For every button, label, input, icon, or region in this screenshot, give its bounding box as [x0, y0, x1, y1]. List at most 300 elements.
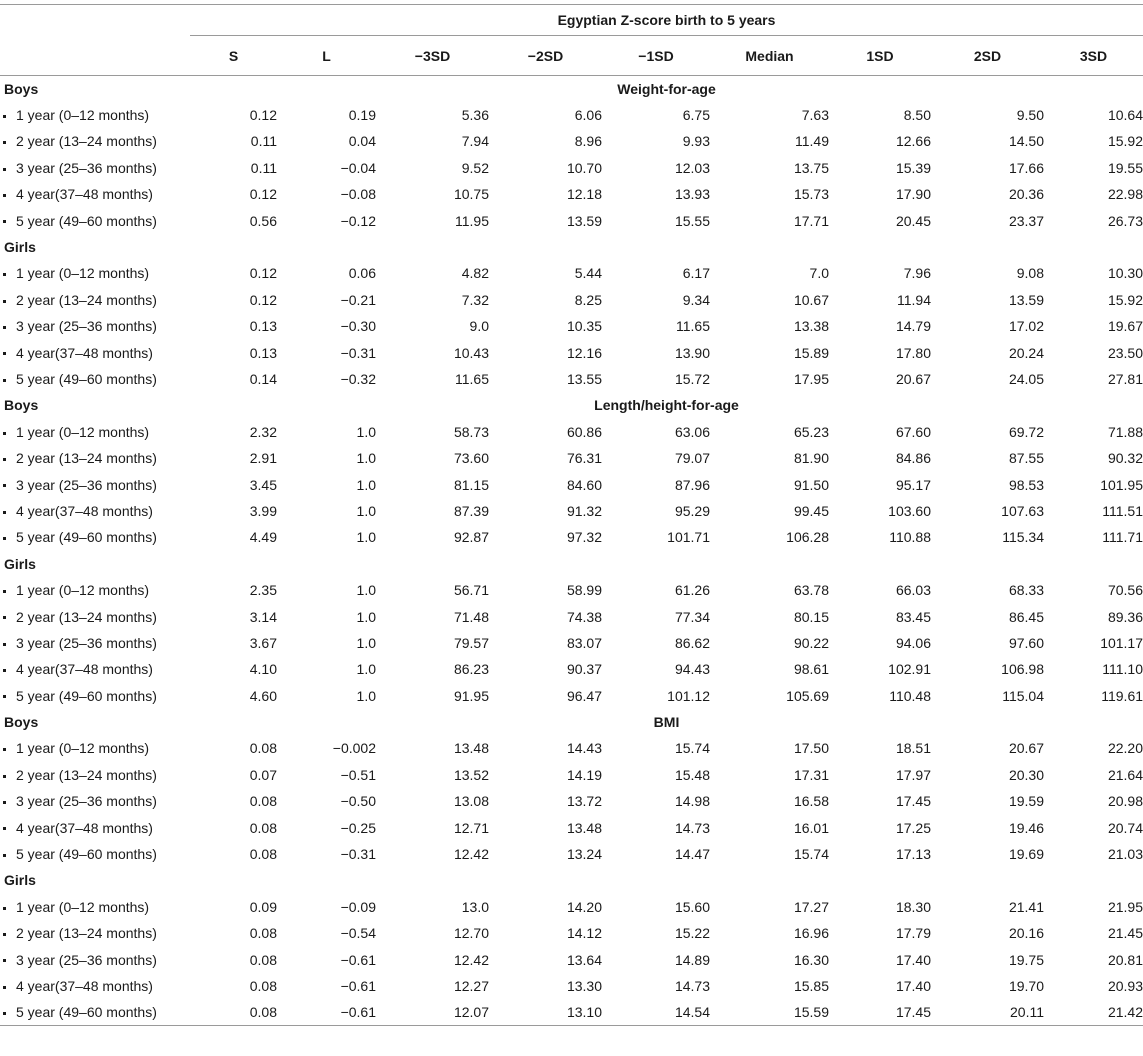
value-cell: −0.09 — [340, 898, 376, 915]
value-cell: 7.0 — [809, 265, 829, 282]
value-cell: 76.31 — [566, 450, 602, 467]
table-row — [0, 207, 1143, 233]
row-label: 2 year (13–24 months) — [16, 291, 157, 308]
value-cell: 14.43 — [566, 740, 602, 757]
value-cell: 11.65 — [676, 318, 710, 335]
value-cell: 90.32 — [1107, 450, 1143, 467]
value-cell: 5.36 — [461, 107, 489, 124]
table-row — [0, 735, 1143, 761]
value-cell: 15.92 — [1107, 133, 1143, 150]
value-cell: 105.69 — [786, 687, 829, 704]
value-cell: 86.45 — [1008, 608, 1044, 625]
column-header: 3SD — [1044, 36, 1143, 76]
value-cell: 17.40 — [895, 977, 931, 994]
group-row — [0, 234, 1143, 260]
bullet-icon — [3, 379, 6, 382]
value-cell: 2.91 — [249, 450, 277, 467]
value-cell: 15.89 — [793, 344, 829, 361]
value-cell: 111.51 — [1102, 502, 1143, 519]
row-label: 5 year (49–60 months) — [16, 1004, 157, 1021]
value-cell: 23.50 — [1107, 344, 1143, 361]
value-cell: 14.19 — [566, 766, 602, 783]
row-label: 3 year (25–36 months) — [16, 318, 157, 335]
value-cell: 83.07 — [566, 634, 602, 651]
column-header: S — [190, 36, 277, 76]
value-cell: 12.42 — [453, 846, 489, 863]
value-cell: 90.37 — [566, 661, 602, 678]
value-cell: 96.47 — [566, 687, 602, 704]
table-row — [0, 762, 1143, 788]
row-label-cell — [0, 445, 190, 471]
value-cell: 90.22 — [793, 634, 829, 651]
bullet-icon — [3, 854, 6, 857]
value-cell: 0.12 — [249, 107, 277, 124]
value-cell: 12.18 — [566, 186, 602, 203]
value-cell: 1.0 — [356, 634, 376, 651]
row-label-cell — [0, 946, 190, 972]
value-cell: 15.39 — [895, 159, 931, 176]
value-cell: 17.79 — [895, 925, 931, 942]
value-cell: 12.66 — [895, 133, 931, 150]
value-cell: 91.50 — [793, 476, 829, 493]
value-cell: 15.60 — [674, 898, 710, 915]
value-cell: 84.60 — [566, 476, 602, 493]
value-cell: 91.32 — [566, 502, 602, 519]
value-cell: 11.94 — [897, 291, 931, 308]
value-cell: 15.48 — [674, 766, 710, 783]
row-label: 3 year (25–36 months) — [16, 634, 157, 651]
table-row — [0, 155, 1143, 181]
value-cell: 56.71 — [453, 582, 489, 599]
row-label: 5 year (49–60 months) — [16, 846, 157, 863]
value-cell: 71.88 — [1107, 423, 1143, 440]
value-cell: 87.55 — [1008, 450, 1044, 467]
value-cell: 97.60 — [1008, 634, 1044, 651]
value-cell: 68.33 — [1008, 582, 1044, 599]
value-cell: 86.62 — [674, 634, 710, 651]
value-cell: 17.71 — [793, 212, 829, 229]
value-cell: 70.56 — [1107, 582, 1143, 599]
value-cell: 0.12 — [249, 291, 277, 308]
value-cell: 16.58 — [793, 793, 829, 810]
bullet-icon — [3, 432, 6, 435]
value-cell: 1.0 — [356, 450, 376, 467]
value-cell: 19.67 — [1107, 318, 1143, 335]
value-cell: 0.08 — [249, 819, 277, 836]
value-cell: 65.23 — [793, 423, 829, 440]
bullet-icon — [3, 827, 6, 830]
bullet-icon — [3, 537, 6, 540]
column-header: Median — [710, 36, 829, 76]
column-header: −2SD — [489, 36, 602, 76]
column-header: L — [277, 36, 376, 76]
value-cell: 17.02 — [1008, 318, 1044, 335]
value-cell: 20.93 — [1107, 977, 1143, 994]
value-cell: 10.70 — [566, 159, 602, 176]
table-row — [0, 471, 1143, 497]
value-cell: 19.59 — [1008, 793, 1044, 810]
value-cell: 66.03 — [895, 582, 931, 599]
value-cell: 0.08 — [249, 793, 277, 810]
value-cell: 10.30 — [1107, 265, 1143, 282]
value-cell: 17.25 — [895, 819, 931, 836]
value-cell: 17.90 — [895, 186, 931, 203]
table-row — [0, 894, 1143, 920]
table-header — [0, 5, 1143, 76]
value-cell: 7.96 — [903, 265, 931, 282]
bullet-icon — [3, 695, 6, 698]
row-label: 4 year(37–48 months) — [16, 661, 153, 678]
value-cell: 13.48 — [566, 819, 602, 836]
value-cell: 14.89 — [674, 951, 710, 968]
row-label-cell — [0, 471, 190, 497]
value-cell: 13.90 — [674, 344, 710, 361]
value-cell: 0.08 — [190, 999, 277, 1025]
table-row — [0, 603, 1143, 629]
value-cell: 15.74 — [674, 740, 710, 757]
bullet-icon — [3, 220, 6, 223]
row-label-cell — [0, 603, 190, 629]
bullet-icon — [3, 194, 6, 197]
value-cell: 20.36 — [1008, 186, 1044, 203]
row-label: 1 year (0–12 months) — [16, 582, 150, 599]
value-cell: 115.04 — [1002, 687, 1044, 704]
value-cell: 58.99 — [566, 582, 602, 599]
value-cell: 1.0 — [356, 502, 376, 519]
value-cell: −0.54 — [340, 925, 376, 942]
value-cell: 0.04 — [348, 133, 376, 150]
value-cell: 17.66 — [1008, 159, 1044, 176]
value-cell: 73.60 — [453, 450, 489, 467]
row-label: 4 year(37–48 months) — [16, 819, 153, 836]
value-cell: 1.0 — [356, 608, 376, 625]
value-cell: 3.45 — [249, 476, 277, 493]
table-row — [0, 946, 1143, 972]
value-cell: 74.38 — [566, 608, 602, 625]
bullet-icon — [3, 643, 6, 646]
row-label: 3 year (25–36 months) — [16, 793, 157, 810]
value-cell: 17.97 — [895, 766, 931, 783]
row-label: 1 year (0–12 months) — [16, 423, 150, 440]
value-cell: 20.30 — [1008, 766, 1044, 783]
value-cell: 18.30 — [895, 898, 931, 915]
value-cell: 14.79 — [895, 318, 931, 335]
value-cell: 7.63 — [801, 107, 829, 124]
table-row — [0, 287, 1143, 313]
value-cell: −0.50 — [340, 793, 376, 810]
row-label: 1 year (0–12 months) — [16, 898, 150, 915]
value-cell: 20.67 — [1008, 740, 1044, 757]
value-cell: 20.74 — [1107, 819, 1143, 836]
value-cell: 3.14 — [249, 608, 277, 625]
value-cell: 101.17 — [1100, 634, 1143, 651]
column-header: −1SD — [602, 36, 710, 76]
value-cell: 20.11 — [931, 999, 1044, 1025]
group-label: Boys — [4, 397, 39, 414]
value-cell: 12.07 — [376, 999, 489, 1025]
value-cell: 1.0 — [356, 529, 376, 546]
value-cell: 0.14 — [249, 370, 277, 387]
row-label: 1 year (0–12 months) — [16, 265, 150, 282]
bullet-icon — [3, 669, 6, 672]
value-cell: −0.12 — [340, 212, 376, 229]
row-label: 1 year (0–12 months) — [16, 107, 150, 124]
bullet-icon — [3, 775, 6, 778]
table-row — [0, 630, 1143, 656]
value-cell: 24.05 — [1008, 370, 1044, 387]
value-cell: 79.57 — [453, 634, 489, 651]
bullet-icon — [3, 115, 6, 118]
value-cell: 10.43 — [453, 344, 489, 361]
row-label: 4 year(37–48 months) — [16, 977, 153, 994]
value-cell: 1.0 — [356, 687, 376, 704]
value-cell: 83.45 — [895, 608, 931, 625]
value-cell: 22.98 — [1107, 186, 1143, 203]
section-title: Length/height-for-age — [594, 397, 739, 414]
row-label-cell — [0, 762, 190, 788]
row-label: 3 year (25–36 months) — [16, 476, 157, 493]
value-cell: 10.64 — [1107, 107, 1143, 124]
value-cell: 0.56 — [249, 212, 277, 229]
value-cell: 60.86 — [566, 423, 602, 440]
value-cell: 14.73 — [674, 819, 710, 836]
value-cell: 1.0 — [356, 661, 376, 678]
value-cell: 11.65 — [455, 370, 489, 387]
value-cell: 13.72 — [566, 793, 602, 810]
value-cell: 1.0 — [356, 476, 376, 493]
value-cell: 0.13 — [249, 344, 277, 361]
value-cell: 77.34 — [674, 608, 710, 625]
row-label: 2 year (13–24 months) — [16, 925, 157, 942]
value-cell: 91.95 — [453, 687, 489, 704]
value-cell: 16.01 — [793, 819, 829, 836]
value-cell: 7.94 — [461, 133, 489, 150]
value-cell: 111.10 — [1102, 661, 1143, 678]
value-cell: 21.64 — [1107, 766, 1143, 783]
section-title: Weight-for-age — [617, 80, 716, 97]
row-label: 1 year (0–12 months) — [16, 740, 150, 757]
value-cell: 17.80 — [895, 344, 931, 361]
value-cell: 94.43 — [674, 661, 710, 678]
value-cell: 3.99 — [249, 502, 277, 519]
value-cell: 17.50 — [793, 740, 829, 757]
value-cell: 14.20 — [566, 898, 602, 915]
value-cell: 13.30 — [566, 977, 602, 994]
table-row — [0, 260, 1143, 286]
value-cell: 2.32 — [249, 423, 277, 440]
value-cell: 58.73 — [453, 423, 489, 440]
value-cell: 3.67 — [249, 634, 277, 651]
value-cell: 13.08 — [453, 793, 489, 810]
row-label-cell — [0, 102, 190, 128]
group-label: Girls — [4, 872, 36, 889]
bullet-icon — [3, 511, 6, 514]
row-label-cell — [0, 577, 190, 603]
value-cell: 98.53 — [1008, 476, 1044, 493]
value-cell: 81.15 — [453, 476, 489, 493]
bullet-icon — [3, 352, 6, 355]
value-cell: −0.61 — [340, 951, 376, 968]
table-row — [0, 973, 1143, 999]
value-cell: 107.63 — [1001, 502, 1044, 519]
row-label-cell — [0, 973, 190, 999]
bullet-icon — [3, 986, 6, 989]
value-cell: 8.96 — [574, 133, 602, 150]
bullet-icon — [3, 907, 6, 910]
row-label-cell — [0, 524, 190, 550]
value-cell: 21.41 — [1008, 898, 1044, 915]
row-label: 2 year (13–24 months) — [16, 133, 157, 150]
row-label-cell — [0, 313, 190, 339]
value-cell: 17.40 — [895, 951, 931, 968]
value-cell: 101.12 — [667, 687, 710, 704]
value-cell: 17.31 — [793, 766, 829, 783]
value-cell: 19.70 — [1008, 977, 1044, 994]
table-row — [0, 524, 1143, 550]
value-cell: 4.49 — [249, 529, 277, 546]
value-cell: 13.38 — [793, 318, 829, 335]
value-cell: 26.73 — [1107, 212, 1143, 229]
value-cell: 79.07 — [674, 450, 710, 467]
value-cell: 8.50 — [903, 107, 931, 124]
table-row — [0, 128, 1143, 154]
value-cell: 27.81 — [1107, 370, 1143, 387]
row-label-cell — [0, 999, 190, 1025]
value-cell: 21.42 — [1044, 999, 1143, 1025]
value-cell: 16.96 — [793, 925, 829, 942]
value-cell: 13.75 — [793, 159, 829, 176]
value-cell: 13.93 — [674, 186, 710, 203]
value-cell: 4.10 — [249, 661, 277, 678]
value-cell: 69.72 — [1008, 423, 1044, 440]
value-cell: 12.71 — [453, 819, 489, 836]
value-cell: 95.29 — [674, 502, 710, 519]
bullet-icon — [3, 326, 6, 329]
row-label: 3 year (25–36 months) — [16, 159, 157, 176]
column-header: 1SD — [829, 36, 931, 76]
value-cell: 14.73 — [674, 977, 710, 994]
value-cell: 19.69 — [1008, 846, 1044, 863]
value-cell: 10.67 — [793, 291, 829, 308]
value-cell: 119.61 — [1101, 687, 1143, 704]
value-cell: 23.37 — [1008, 212, 1044, 229]
header-corner-2 — [0, 36, 190, 76]
value-cell: 17.45 — [895, 793, 931, 810]
row-label-cell — [0, 181, 190, 207]
value-cell: 95.17 — [895, 476, 931, 493]
value-cell: 15.55 — [674, 212, 710, 229]
value-cell: 13.10 — [489, 999, 602, 1025]
row-label: 2 year (13–24 months) — [16, 766, 157, 783]
value-cell: 9.0 — [469, 318, 489, 335]
value-cell: 17.45 — [829, 999, 931, 1025]
value-cell: −0.61 — [340, 977, 376, 994]
table-row — [0, 814, 1143, 840]
group-row-spacer — [190, 551, 1143, 577]
value-cell: 110.88 — [889, 529, 931, 546]
value-cell: 21.03 — [1107, 846, 1143, 863]
value-cell: 9.93 — [682, 133, 710, 150]
value-cell: 17.27 — [793, 898, 829, 915]
value-cell: 101.71 — [667, 529, 710, 546]
table-row — [0, 339, 1143, 365]
bullet-icon — [3, 1012, 6, 1015]
column-header-row — [0, 36, 1143, 76]
value-cell: 1.0 — [356, 423, 376, 440]
bullet-icon — [3, 484, 6, 487]
value-cell: 9.34 — [682, 291, 710, 308]
row-label-cell — [0, 498, 190, 524]
value-cell: 15.72 — [674, 370, 710, 387]
value-cell: 115.34 — [1002, 529, 1044, 546]
value-cell: 15.22 — [674, 925, 710, 942]
value-cell: 21.95 — [1107, 898, 1143, 915]
value-cell: 0.08 — [249, 740, 277, 757]
group-label: Girls — [4, 239, 36, 256]
value-cell: 13.48 — [453, 740, 489, 757]
value-cell: 0.11 — [250, 159, 277, 176]
value-cell: 0.09 — [249, 898, 277, 915]
value-cell: 15.92 — [1107, 291, 1143, 308]
table-row — [0, 577, 1143, 603]
group-row — [0, 709, 1143, 735]
value-cell: 13.59 — [566, 212, 602, 229]
row-label-cell — [0, 287, 190, 313]
bullet-icon — [3, 933, 6, 936]
value-cell: 20.98 — [1107, 793, 1143, 810]
row-label: 4 year(37–48 months) — [16, 502, 153, 519]
value-cell: 13.52 — [453, 766, 489, 783]
row-label-cell — [0, 155, 190, 181]
section-title: BMI — [653, 714, 680, 731]
value-cell: 12.03 — [674, 159, 710, 176]
value-cell: 63.78 — [793, 582, 829, 599]
value-cell: 15.74 — [793, 846, 829, 863]
table-row — [0, 498, 1143, 524]
value-cell: 13.64 — [566, 951, 602, 968]
row-label: 4 year(37–48 months) — [16, 186, 153, 203]
value-cell: 10.35 — [566, 318, 602, 335]
row-label-cell — [0, 128, 190, 154]
value-cell: 110.48 — [889, 687, 931, 704]
value-cell: 4.82 — [461, 265, 489, 282]
value-cell: 17.13 — [895, 846, 931, 863]
column-header: 2SD — [931, 36, 1044, 76]
value-cell: 12.70 — [453, 925, 489, 942]
row-label: 2 year (13–24 months) — [16, 608, 157, 625]
value-cell: 19.46 — [1008, 819, 1044, 836]
value-cell: −0.31 — [340, 846, 376, 863]
bullet-icon — [3, 616, 6, 619]
value-cell: 14.50 — [1008, 133, 1044, 150]
bullet-icon — [3, 801, 6, 804]
value-cell: 9.50 — [1016, 107, 1044, 124]
value-cell: 101.95 — [1100, 476, 1143, 493]
value-cell: 0.07 — [249, 766, 277, 783]
value-cell: 94.06 — [895, 634, 931, 651]
row-label: 2 year (13–24 months) — [16, 450, 157, 467]
value-cell: 6.17 — [682, 265, 710, 282]
table-row — [0, 920, 1143, 946]
row-label-cell — [0, 735, 190, 761]
value-cell: 19.55 — [1107, 159, 1143, 176]
row-label: 5 year (49–60 months) — [16, 687, 157, 704]
value-cell: −0.51 — [340, 766, 376, 783]
value-cell: −0.08 — [340, 186, 376, 203]
value-cell: 6.06 — [574, 107, 602, 124]
row-label-cell — [0, 260, 190, 286]
value-cell: 0.06 — [348, 265, 376, 282]
